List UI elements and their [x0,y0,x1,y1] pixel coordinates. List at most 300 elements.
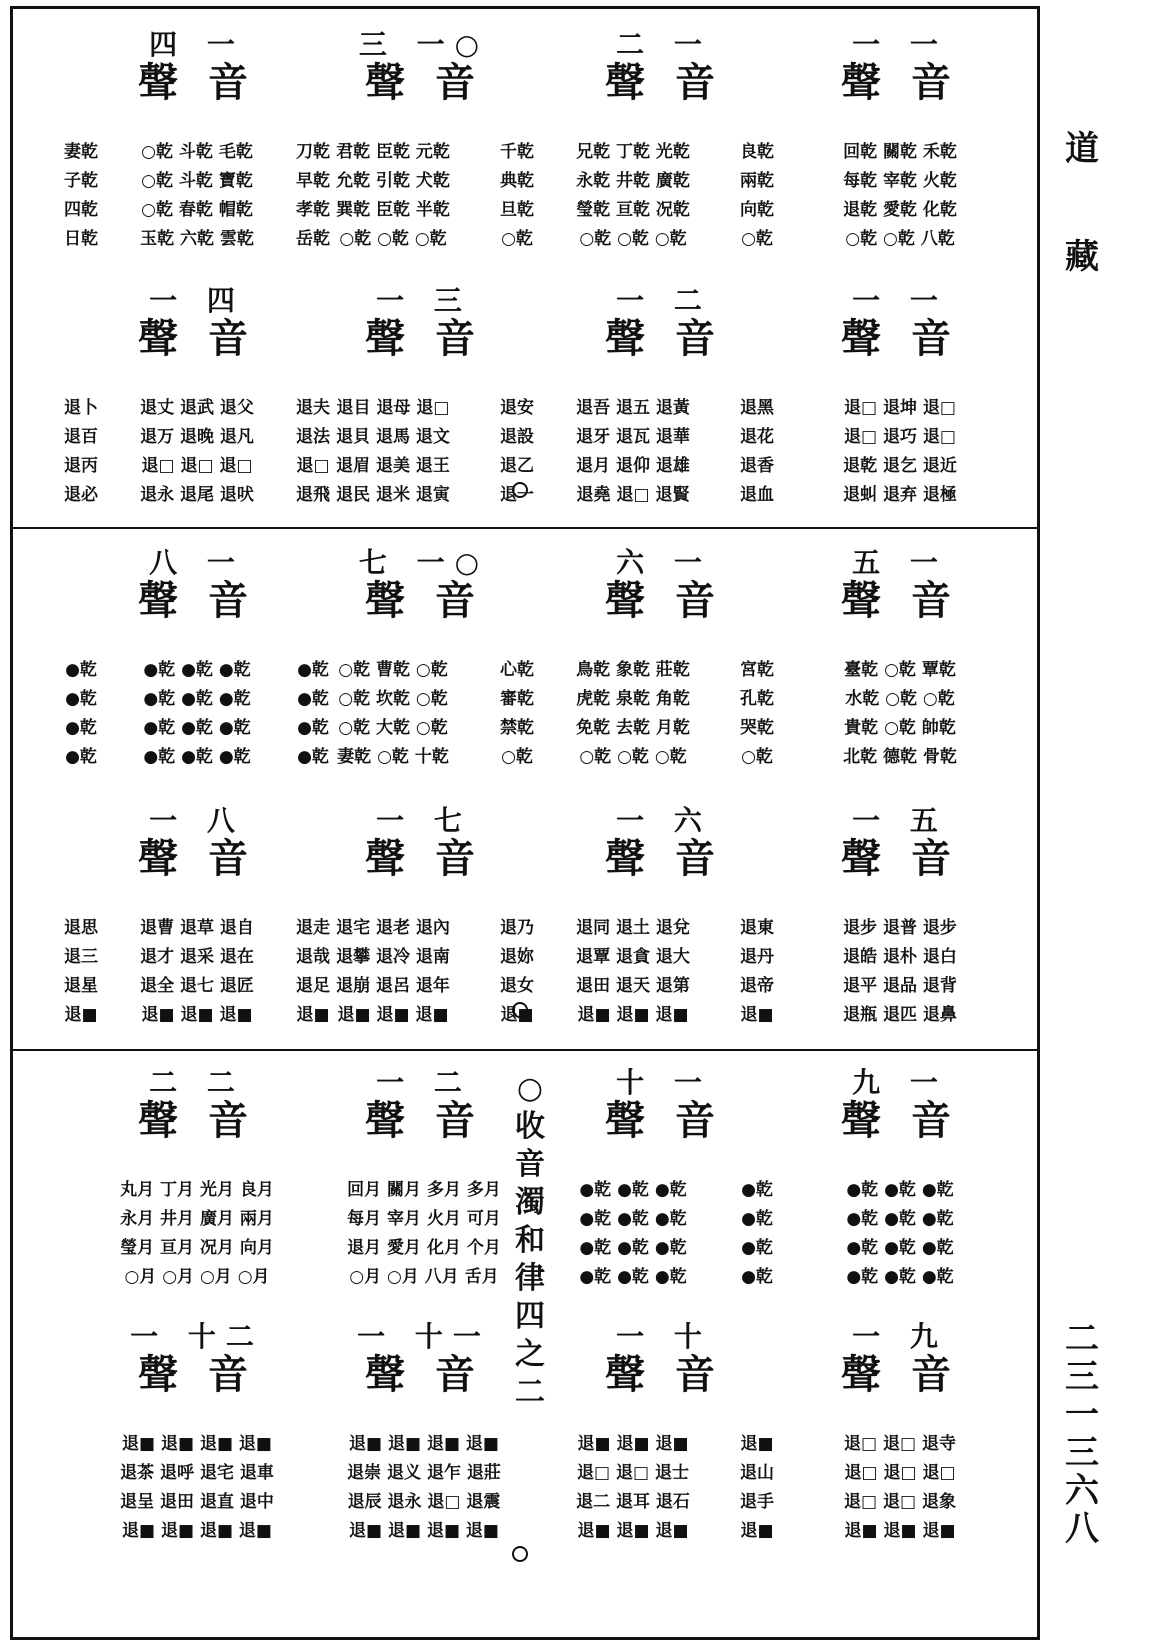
table-row [540,943,788,972]
tone-label: 聲 音 [605,835,723,882]
tone-label: 聲 音 [605,59,723,106]
tone-rows [300,914,548,1030]
table-row [52,1001,342,1030]
tone-label: 聲 音 [138,315,256,362]
table-cell: 良乾 [740,142,774,162]
tone-rows [540,914,788,1030]
table-cell: ○乾 曹乾 ○乾 [338,660,448,680]
table-cell: 退丈 退武 退父 [140,398,254,418]
tone-rows [52,394,342,510]
table-row [540,743,788,772]
table-row [300,1488,548,1517]
table-cell: 水乾 ○乾 ○乾 [845,689,955,709]
tone-block [776,286,1024,516]
table-row [540,1488,788,1517]
table-cell: 退■ [740,1521,774,1541]
tone-number: 一 四 [149,284,245,317]
tone-header [540,1322,788,1416]
tone-block [776,1068,1024,1298]
side-label: 道 藏 [1065,129,1099,277]
table-cell: 退■ 退■ 退■ [577,1434,689,1454]
table-cell: 退崇 退义 退乍 退莊 [347,1463,501,1483]
table-cell: ●乾 ●乾 ●乾 [143,747,251,767]
table-cell: 退東 [740,918,774,938]
table-cell: 退□ 退□ 退□ [141,456,253,476]
table-cell: 退覃 退貪 退大 [576,947,690,967]
table-cell: 退走 [296,918,330,938]
table-cell: 典乾 [500,171,534,191]
table-cell: 退■ 退■ 退■ 退■ [348,1521,499,1541]
tone-rows [776,1176,1024,1292]
table-row [776,1430,1024,1459]
table-cell: 退月 愛月 化月 个月 [347,1238,501,1258]
table-row [540,1176,788,1205]
table-row [300,972,548,1001]
tone-block [540,286,788,516]
table-cell: 退曹 退草 退自 [140,918,254,938]
tone-block [300,806,548,1036]
tone-rows [52,914,342,1030]
tone-header [540,286,788,380]
table-cell: ●乾 ●乾 ●乾 [143,689,251,709]
tone-header [52,1068,342,1162]
table-row [540,481,788,510]
table-row [540,423,788,452]
table-row [776,743,1024,772]
table-cell: 退□ 退□ 退象 [844,1492,956,1512]
tone-number: 九 一 [852,1066,948,1099]
tone-header [300,806,548,900]
table-cell: 退牙 退瓦 退華 [576,427,690,447]
table-row [300,1430,548,1459]
table-row [540,714,788,743]
table-row [52,743,342,772]
table-row [52,196,342,225]
table-cell: ○乾 春乾 帽乾 [141,200,253,220]
tone-number: 一 九 [852,1320,948,1353]
table-cell: 審乾 [500,689,534,709]
table-row [540,1263,788,1292]
table-row [540,452,788,481]
table-cell: 退■ 退■ 退■ [577,1521,689,1541]
tone-label: 聲 音 [841,577,959,624]
table-row [300,914,548,943]
table-row [300,423,548,452]
table-cell: 退呈 退田 退直 退中 [120,1492,274,1512]
table-cell: 退皓 退朴 退白 [843,947,957,967]
table-cell: 刀乾 [296,142,330,162]
tone-label: 聲 音 [138,1097,256,1144]
table-cell: ●乾 ●乾 ●乾 [143,660,251,680]
table-cell: 永月 井月 廣月 兩月 [120,1209,274,1229]
section-title: ○ 收 音 濁 和 律 四 之 二 [515,1071,545,1410]
table-cell: 退■ 退■ 退■ [577,1005,689,1025]
tone-header [300,1322,548,1416]
tone-rows [300,656,548,772]
table-row [776,394,1024,423]
table-cell: 玉乾 六乾 雲乾 [140,229,254,249]
tone-rows [52,656,342,772]
tone-rows [776,138,1024,254]
tone-header [540,806,788,900]
table-row [52,452,342,481]
tone-block [540,1322,788,1552]
table-row [52,394,342,423]
table-row [776,1205,1024,1234]
table-row [776,1517,1024,1546]
tone-rows [776,914,1024,1030]
table-cell: 退卜 [64,398,98,418]
table-cell: 岳乾 [296,229,330,249]
table-row [52,972,342,1001]
table-cell: 退■ [500,1005,534,1025]
table-cell: 退百 [64,427,98,447]
table-cell: 君乾 臣乾 元乾 [336,142,450,162]
table-row [52,685,342,714]
table-row [540,1205,788,1234]
table-row [776,1001,1024,1030]
table-row [776,943,1024,972]
table-cell: ○乾 ○乾 ○乾 [579,747,687,767]
table-row [300,138,548,167]
table-cell: 退瓶 退匹 退鼻 [843,1005,957,1025]
tone-label: 聲 音 [365,577,483,624]
tone-rows [52,1430,342,1546]
table-cell: 早乾 [296,171,330,191]
tone-label: 聲 音 [138,1351,256,1398]
table-cell: 退丙 [64,456,98,476]
table-cell: 退同 退土 退兌 [576,918,690,938]
table-cell: ●乾 ●乾 ●乾 [846,1180,954,1200]
table-cell: ○乾 ○乾 ○乾 [339,229,447,249]
table-cell: 北乾 德乾 骨乾 [843,747,957,767]
table-row [300,196,548,225]
table-row [52,423,342,452]
table-cell: 退■ [740,1005,774,1025]
table-cell: 虎乾 泉乾 角乾 [576,689,690,709]
tone-header [52,548,342,642]
tone-block [52,286,342,516]
table-cell: ●乾 [741,1267,773,1287]
table-cell: 臺乾 ○乾 覃乾 [844,660,956,680]
tone-rows [300,138,548,254]
tone-number: 二 一 [616,28,712,61]
tone-number: 一 一 [852,284,948,317]
table-cell: ●乾 [65,747,97,767]
table-cell: 退□ 退□ 退□ [844,1463,956,1483]
tone-number: 一 二 [616,284,712,317]
table-row [300,714,548,743]
table-row [52,1263,342,1292]
table-cell: 子乾 [64,171,98,191]
table-row [776,685,1024,714]
table-cell: 退平 退品 退背 [843,976,957,996]
table-row [52,1205,342,1234]
tone-header [52,806,342,900]
table-cell: 丸月 丁月 光月 良月 [120,1180,274,1200]
tone-number: 七 一○ [358,546,490,579]
table-cell: 孔乾 [740,689,774,709]
table-cell: 退民 退米 退寅 [336,485,450,505]
tone-rows [300,394,548,510]
tone-label: 聲 音 [605,1351,723,1398]
table-cell: 退■ [64,1005,98,1025]
circle-mark [512,1002,528,1018]
tone-header [776,286,1024,380]
table-cell: 退安 [500,398,534,418]
table-cell: 宮乾 [740,660,774,680]
tone-number: 十 一 [616,1066,712,1099]
table-row [52,138,342,167]
tone-number: 一 六 [616,804,712,837]
table-cell: ●乾 ●乾 ●乾 [846,1238,954,1258]
tone-label: 聲 音 [365,315,483,362]
table-cell: 孝乾 [296,200,330,220]
table-cell: 回乾 關乾 禾乾 [843,142,957,162]
tone-block [776,1322,1024,1552]
table-row [300,1205,548,1234]
table-cell: 退乾 退乞 退近 [843,456,957,476]
page-number: 二 三 一 三 六 八 [1065,1319,1099,1549]
table-cell: 退必 [64,485,98,505]
table-cell: 妻乾 ○乾 十乾 [337,747,449,767]
tone-block [776,30,1024,260]
table-cell: 退夫 [296,398,330,418]
tone-number: 一 五 [852,804,948,837]
tone-number: 一 二 [376,1066,472,1099]
table-cell: ●乾 [65,689,97,709]
table-cell: 瑩月 亘月 况月 向月 [120,1238,274,1258]
table-cell: ●乾 [65,718,97,738]
table-cell: ●乾 [741,1238,773,1258]
circle-mark [512,482,528,498]
table-cell: 退飛 [296,485,330,505]
table-row [300,452,548,481]
table-cell: ●乾 ●乾 ●乾 [143,718,251,738]
table-cell: 退法 [296,427,330,447]
table-cell: 退■ 退■ 退■ 退■ [121,1434,272,1454]
tone-header [300,1068,548,1162]
table-cell: 退星 [64,976,98,996]
table-cell: 日乾 [64,229,98,249]
table-cell: ○乾 斗乾 毛乾 [141,142,253,162]
table-cell: 向乾 [740,200,774,220]
table-cell: 貴乾 ○乾 帥乾 [844,718,956,738]
table-cell: 退田 退天 退第 [576,976,690,996]
tone-rows [540,394,788,510]
divider-2 [13,1049,1037,1051]
table-row [540,196,788,225]
table-cell: 四乾 [64,200,98,220]
tone-block [52,1322,342,1552]
table-cell: 退□ 退坤 退□ [844,398,956,418]
table-cell: 巽乾 臣乾 半乾 [336,200,450,220]
table-cell: ○乾 [741,229,773,249]
table-row [300,1176,548,1205]
table-cell: 退辰 退永 退□ 退震 [347,1492,501,1512]
tone-rows [300,1176,548,1292]
tone-rows [540,138,788,254]
tone-number: 三 一○ [358,28,490,61]
tone-label: 聲 音 [365,1351,483,1398]
table-cell: 鳥乾 象乾 莊乾 [576,660,690,680]
tone-header [776,548,1024,642]
table-cell: ●乾 [297,718,329,738]
table-cell: 瑩乾 亘乾 况乾 [576,200,690,220]
table-row [52,914,342,943]
table-cell: 禁乾 [500,718,534,738]
tone-header [52,30,342,124]
tone-number: 一 一 [852,28,948,61]
table-cell: 允乾 引乾 犬乾 [336,171,450,191]
table-cell: 退攀 退冷 退南 [336,947,450,967]
table-cell: 退妳 [500,947,534,967]
tone-header [52,1322,342,1416]
tone-header [300,30,548,124]
table-row [52,1234,342,1263]
tone-rows [300,1430,548,1546]
table-row [540,972,788,1001]
table-cell: 免乾 去乾 月乾 [576,718,690,738]
table-cell: 退步 退普 退步 [843,918,957,938]
table-row [300,685,548,714]
tone-label: 聲 音 [138,577,256,624]
table-cell: 退■ 退■ 退■ [141,1005,253,1025]
tone-number: 二 二 [149,1066,245,1099]
table-cell: ○乾 斗乾 寶乾 [141,171,253,191]
table-cell: 兩乾 [740,171,774,191]
tone-number: 一 三 [376,284,472,317]
table-row [52,167,342,196]
tone-label: 聲 音 [365,835,483,882]
table-row [776,167,1024,196]
table-cell: 退茶 退呼 退宅 退車 [120,1463,274,1483]
table-row [540,394,788,423]
table-row [540,656,788,685]
table-row [776,714,1024,743]
table-cell: 退万 退晚 退凡 [140,427,254,447]
table-cell: ●乾 [297,747,329,767]
table-row [776,914,1024,943]
table-row [540,138,788,167]
table-cell: 退一 [500,485,534,505]
table-row [540,167,788,196]
tone-rows [776,656,1024,772]
tone-block [540,30,788,260]
table-row [776,452,1024,481]
tone-rows [52,138,342,254]
tone-header [540,30,788,124]
table-cell: ●乾 [297,660,329,680]
table-row [540,225,788,254]
table-cell: 退手 [740,1492,774,1512]
tone-label: 聲 音 [605,315,723,362]
table-cell: ○月 ○月 八月 舌月 [349,1267,499,1287]
tone-label: 聲 音 [365,59,483,106]
table-cell: 每乾 宰乾 火乾 [843,171,957,191]
table-row [52,1459,342,1488]
tone-label: 聲 音 [841,59,959,106]
tone-rows [540,656,788,772]
table-row [300,1001,548,1030]
table-cell: ○乾 [741,747,773,767]
tone-block [300,30,548,260]
table-cell: ●乾 ●乾 ●乾 [579,1267,687,1287]
tone-header [776,1322,1024,1416]
table-cell: 退■ [296,1005,330,1025]
table-row [300,656,548,685]
table-row [776,1263,1024,1292]
table-row [300,1263,548,1292]
table-row [540,1234,788,1263]
table-cell: 退才 退采 退在 [140,947,254,967]
tone-label: 聲 音 [841,835,959,882]
table-cell: 退帝 [740,976,774,996]
tone-rows [52,1176,342,1292]
table-cell: ●乾 [65,660,97,680]
table-cell: 旦乾 [500,200,534,220]
table-row [52,225,342,254]
table-row [776,423,1024,452]
table-cell: 退血 [740,485,774,505]
table-row [776,196,1024,225]
table-row [776,972,1024,1001]
table-cell: 哭乾 [740,718,774,738]
tone-rows [540,1176,788,1292]
tone-block [300,548,548,778]
tone-header [776,30,1024,124]
tone-block [300,286,548,516]
table-row [52,481,342,510]
tone-number: 一 十二 [130,1320,264,1353]
table-row [776,1176,1024,1205]
table-cell: ●乾 [741,1180,773,1200]
tone-block [540,548,788,778]
table-cell: 退乃 [500,918,534,938]
table-cell: 退□ [296,456,330,476]
divider-1 [13,527,1037,529]
table-row [540,1430,788,1459]
table-row [300,481,548,510]
table-row [776,225,1024,254]
tone-header [540,548,788,642]
table-cell: 每月 宰月 火月 可月 [347,1209,501,1229]
tone-block [52,548,342,778]
table-row [300,225,548,254]
table-cell: 退□ 退□ 退士 [577,1463,689,1483]
table-cell: 退足 [296,976,330,996]
table-cell: ○乾 大乾 ○乾 [338,718,448,738]
table-cell: 退目 退母 退□ [336,398,450,418]
table-cell: 心乾 [500,660,534,680]
table-row [540,1459,788,1488]
table-cell: 退虯 退弃 退極 [843,485,957,505]
table-cell: ●乾 [741,1209,773,1229]
table-row [540,1517,788,1546]
table-row [52,656,342,685]
table-cell: 退乙 [500,456,534,476]
table-cell: 退乾 愛乾 化乾 [843,200,957,220]
table-cell: 退二 退耳 退石 [576,1492,690,1512]
table-row [776,481,1024,510]
table-cell: 兄乾 丁乾 光乾 [576,142,690,162]
table-cell: 退月 退仰 退雄 [576,456,690,476]
tone-label: 聲 音 [841,1351,959,1398]
tone-header [776,1068,1024,1162]
table-row [52,1517,342,1546]
tone-number: 六 一 [616,546,712,579]
table-cell: 退■ 退■ 退■ 退■ [121,1521,272,1541]
